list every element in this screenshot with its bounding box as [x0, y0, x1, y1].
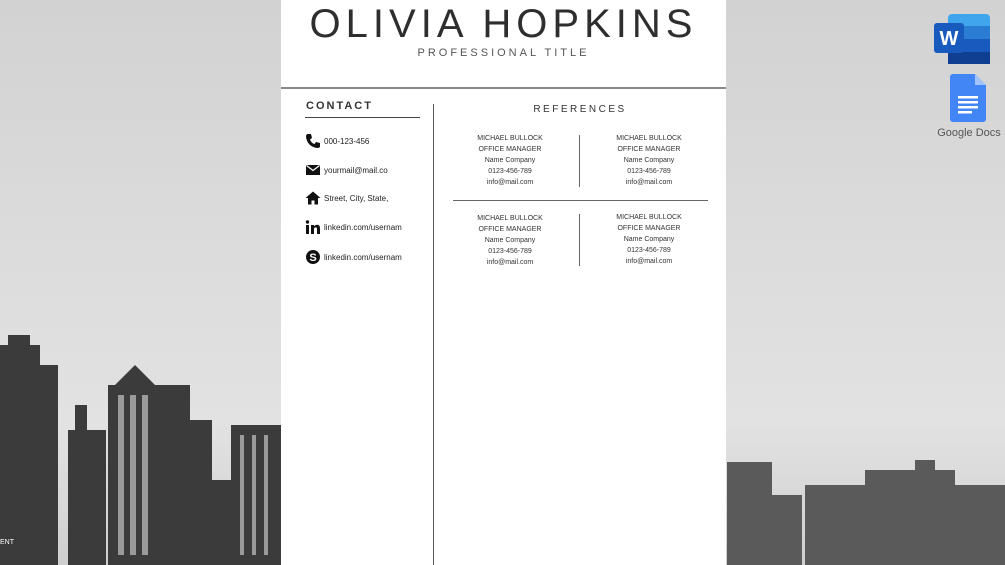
reference-phone: 0123-456-789: [627, 168, 671, 175]
reference-phone: 0123-456-789: [488, 248, 532, 255]
contact-underline: [305, 117, 420, 118]
linkedin-icon: [305, 219, 321, 235]
reference-role: OFFICE MANAGER: [478, 226, 542, 233]
reference-card: [450, 133, 570, 188]
reference-company: Name Company: [484, 237, 536, 244]
contact-address-text: Street, City, State,: [324, 193, 389, 203]
reference-divider-vertical: [579, 214, 580, 266]
reference-company: Name Company: [623, 236, 675, 243]
references-heading: REFERENCES: [533, 104, 627, 115]
reference-name: MICHAEL BULLOCK: [616, 135, 682, 142]
contact-heading: CONTACT: [306, 100, 373, 112]
reference-email: info@mail.com: [625, 258, 673, 265]
contact-skype: [305, 248, 402, 266]
contact-email-text: yourmail@mail.co: [324, 165, 388, 175]
background-sign-text: ENT: [0, 539, 14, 546]
reference-divider-vertical: [579, 135, 580, 187]
professional-title: PROFESSIONAL TITLE: [417, 47, 590, 59]
column-divider: [433, 104, 434, 565]
reference-email: info@mail.com: [625, 179, 673, 186]
reference-phone: 0123-456-789: [488, 168, 532, 175]
skype-icon: [305, 249, 321, 265]
contact-address: [305, 189, 388, 207]
resume-name: OLIVIA HOPKINS: [309, 2, 698, 46]
reference-email: info@mail.com: [486, 259, 534, 266]
contact-email: [305, 161, 388, 179]
contact-phone-text: 000-123-456: [324, 136, 370, 146]
google-docs-label: Google Docs: [937, 127, 1001, 139]
contact-phone: [305, 132, 369, 150]
home-icon: [305, 190, 321, 206]
reference-divider-horizontal: [453, 200, 708, 201]
resume-page: [281, 0, 726, 565]
svg-text:S: S: [309, 252, 317, 264]
contact-skype-text: linkedin.com/usernam: [324, 252, 402, 262]
microsoft-word-icon[interactable]: [934, 14, 992, 64]
header-divider: [281, 87, 726, 89]
google-docs-icon[interactable]: [950, 74, 986, 122]
reference-role: OFFICE MANAGER: [617, 146, 681, 153]
word-letter: W: [939, 28, 959, 50]
reference-phone: 0123-456-789: [627, 247, 671, 254]
reference-company: Name Company: [623, 157, 675, 164]
reference-card: [589, 212, 709, 267]
mail-icon: [305, 162, 321, 178]
reference-role: OFFICE MANAGER: [478, 146, 542, 153]
reference-name: MICHAEL BULLOCK: [477, 135, 543, 142]
reference-name: MICHAEL BULLOCK: [477, 215, 543, 222]
reference-card: [450, 213, 570, 268]
reference-email: info@mail.com: [486, 179, 534, 186]
reference-card: [589, 133, 709, 188]
contact-linkedin: [305, 218, 402, 236]
phone-icon: [305, 133, 321, 149]
reference-role: OFFICE MANAGER: [617, 225, 681, 232]
reference-name: MICHAEL BULLOCK: [616, 214, 682, 221]
reference-company: Name Company: [484, 157, 536, 164]
contact-linkedin-text: linkedin.com/usernam: [324, 222, 402, 232]
